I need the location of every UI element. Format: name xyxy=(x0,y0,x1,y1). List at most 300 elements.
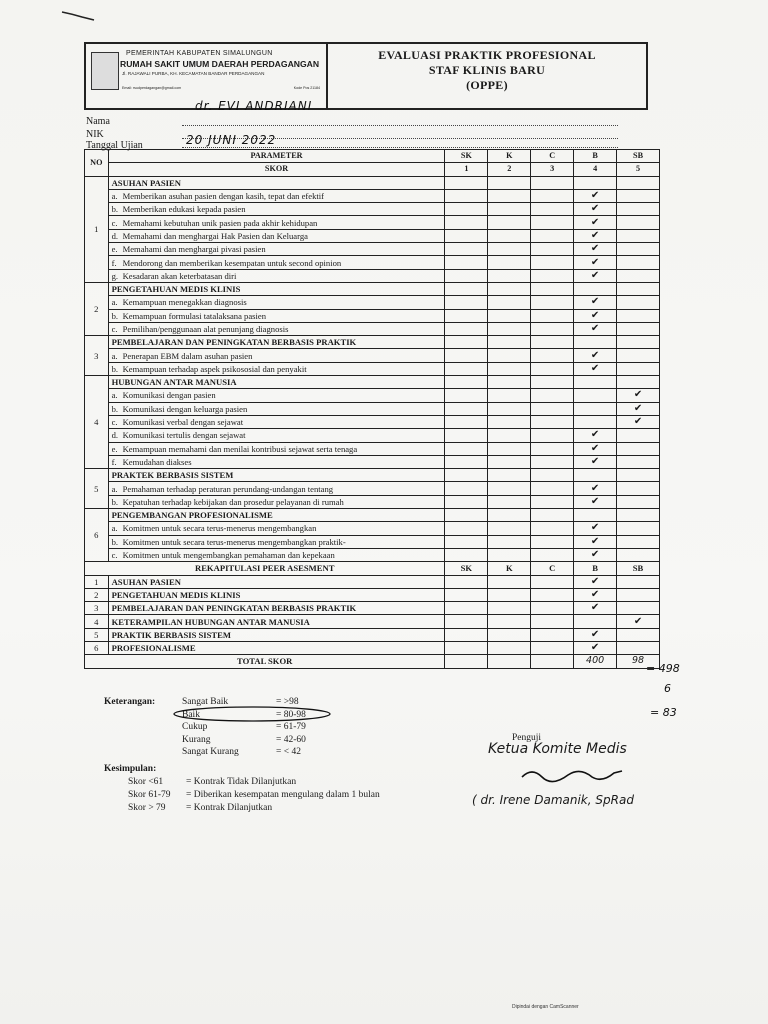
score-number: 2 xyxy=(488,163,531,176)
criteria-check-icon: ✔ xyxy=(574,349,617,362)
criteria-check-icon: ✔ xyxy=(617,389,660,402)
empty-cell xyxy=(531,469,574,482)
empty-cell xyxy=(488,296,531,309)
empty-cell xyxy=(488,309,531,322)
criteria-check-icon: ✔ xyxy=(574,189,617,202)
criteria-label: Komunikasi dengan keluarga pasien xyxy=(122,403,248,414)
empty-cell xyxy=(488,362,531,375)
section-row xyxy=(85,376,660,389)
criteria-check-icon: ✔ xyxy=(574,442,617,455)
criteria-letter: a. xyxy=(111,523,118,534)
criteria-label: Komitmen untuk secara terus-menerus mengembangkan praktik- xyxy=(122,536,346,547)
total-sb-value: 98 xyxy=(617,655,660,668)
section-no: 1 xyxy=(85,176,109,282)
empty-cell xyxy=(531,203,574,216)
empty-cell xyxy=(574,376,617,389)
empty-cell xyxy=(531,548,574,561)
empty-cell xyxy=(574,509,617,522)
empty-cell xyxy=(531,189,574,202)
empty-cell xyxy=(617,628,660,641)
empty-cell xyxy=(617,269,660,282)
rekap-no: 1 xyxy=(85,575,109,588)
empty-cell xyxy=(488,336,531,349)
section-title: PEMBELAJARAN DAN PENINGKATAN BERBASIS PRAKTIK xyxy=(108,336,445,349)
empty-cell xyxy=(445,602,488,615)
empty-cell xyxy=(531,429,574,442)
calc-sum: = 498 xyxy=(646,662,680,675)
empty-cell xyxy=(488,189,531,202)
section-no: 6 xyxy=(85,509,109,562)
criteria-letter: b. xyxy=(111,536,119,547)
criteria-row xyxy=(85,349,660,362)
section-no: 3 xyxy=(85,336,109,376)
empty-cell xyxy=(445,362,488,375)
keterangan-value: = 80-98 xyxy=(276,709,306,720)
rekap-score-header: C xyxy=(531,562,574,575)
empty-cell xyxy=(445,442,488,455)
scan-mark-icon xyxy=(60,4,100,22)
empty-cell xyxy=(488,256,531,269)
empty-cell xyxy=(445,389,488,402)
criteria-letter: f. xyxy=(111,456,117,467)
empty-cell xyxy=(445,641,488,654)
rekap-score-header: SB xyxy=(617,562,660,575)
rekap-no: 3 xyxy=(85,602,109,615)
criteria-row xyxy=(85,322,660,335)
criteria-letter: f. xyxy=(111,257,117,268)
section-no: 5 xyxy=(85,469,109,509)
criteria-label: Memahami dan menghargai pivasi pasien xyxy=(122,244,266,255)
criteria-text xyxy=(108,535,445,548)
empty-cell xyxy=(488,389,531,402)
empty-cell xyxy=(617,535,660,548)
empty-cell xyxy=(531,256,574,269)
criteria-label: Kemampuan memahami dan menilai kontribusi sejawat serta tenaga xyxy=(122,443,358,454)
empty-cell xyxy=(445,655,488,668)
empty-cell xyxy=(445,402,488,415)
criteria-label: Mendorong dan memberikan kesempatan untuk second opinion xyxy=(122,257,342,268)
empty-cell xyxy=(488,269,531,282)
criteria-text xyxy=(108,189,445,202)
criteria-text xyxy=(108,429,445,442)
empty-cell xyxy=(574,415,617,428)
empty-cell xyxy=(617,641,660,654)
keterangan-key: Baik xyxy=(182,709,200,720)
rekap-row xyxy=(85,588,660,601)
title-line-1: EVALUASI PRAKTIK PROFESIONAL xyxy=(378,48,596,62)
criteria-row xyxy=(85,389,660,402)
score-number: 4 xyxy=(574,163,617,176)
empty-cell xyxy=(488,429,531,442)
criteria-text xyxy=(108,362,445,375)
criteria-row xyxy=(85,429,660,442)
criteria-row xyxy=(85,229,660,242)
hospital-postal: Kode Pos 21184 xyxy=(293,86,320,90)
empty-cell xyxy=(445,309,488,322)
section-row xyxy=(85,176,660,189)
empty-cell xyxy=(488,243,531,256)
empty-cell xyxy=(531,282,574,295)
empty-cell xyxy=(488,655,531,668)
empty-cell xyxy=(574,336,617,349)
empty-cell xyxy=(617,482,660,495)
score-header: SK xyxy=(445,150,488,163)
tanggal-value: 20 JUNI 2022 xyxy=(186,133,277,147)
empty-cell xyxy=(617,376,660,389)
score-header: B xyxy=(574,150,617,163)
rekap-no: 4 xyxy=(85,615,109,628)
nama-line xyxy=(182,125,618,126)
criteria-label: Komitmen untuk mengembangkan pemahaman dan kepekaan xyxy=(122,550,335,561)
criteria-row xyxy=(85,189,660,202)
kesimpulan-value: = Kontrak Tidak Dilanjutkan xyxy=(186,777,297,787)
rekap-row xyxy=(85,641,660,654)
empty-cell xyxy=(488,588,531,601)
empty-cell xyxy=(488,509,531,522)
rekap-label: PENGETAHUAN MEDIS KLINIS xyxy=(108,588,445,601)
empty-cell xyxy=(445,189,488,202)
rekap-check-icon: ✔ xyxy=(617,615,660,628)
empty-cell xyxy=(617,322,660,335)
empty-cell xyxy=(445,216,488,229)
criteria-row xyxy=(85,296,660,309)
empty-cell xyxy=(617,336,660,349)
signature-mark xyxy=(518,763,628,791)
empty-cell xyxy=(445,229,488,242)
empty-cell xyxy=(445,349,488,362)
kesimpulan-label: Kesimpulan: xyxy=(104,764,157,774)
penguji-name: ( dr. Irene Damanik, SpRad xyxy=(472,793,634,807)
empty-cell xyxy=(445,588,488,601)
criteria-letter: c. xyxy=(111,550,118,561)
criteria-label: Pemahaman terhadap peraturan perundang-undangan tentang xyxy=(122,483,334,494)
criteria-row xyxy=(85,415,660,428)
criteria-label: Komunikasi verbal dengan sejawat xyxy=(122,417,244,428)
empty-cell xyxy=(445,455,488,468)
criteria-check-icon: ✔ xyxy=(574,216,617,229)
empty-cell xyxy=(445,282,488,295)
keterangan-label: Keterangan: xyxy=(104,697,156,707)
empty-cell xyxy=(445,495,488,508)
empty-cell xyxy=(531,495,574,508)
rekap-no: 6 xyxy=(85,641,109,654)
criteria-label: Kemampuan formulasi tatalaksana pasien xyxy=(122,310,267,321)
criteria-letter: c. xyxy=(111,324,118,334)
empty-cell xyxy=(531,509,574,522)
scanner-footer: Dipindai dengan CamScanner xyxy=(512,1004,579,1010)
empty-cell xyxy=(574,282,617,295)
empty-cell xyxy=(445,522,488,535)
document-title xyxy=(328,44,646,108)
no-header: NO xyxy=(85,150,109,177)
empty-cell xyxy=(488,322,531,335)
section-row xyxy=(85,469,660,482)
score-number: 3 xyxy=(531,163,574,176)
criteria-row xyxy=(85,482,660,495)
empty-cell xyxy=(445,575,488,588)
empty-cell xyxy=(531,349,574,362)
penguji-block xyxy=(468,733,688,833)
tanggal-line xyxy=(182,147,618,148)
empty-cell xyxy=(488,495,531,508)
criteria-letter: b. xyxy=(111,363,119,374)
criteria-text xyxy=(108,402,445,415)
empty-cell xyxy=(531,522,574,535)
criteria-check-icon: ✔ xyxy=(574,203,617,216)
keterangan-value: = < 42 xyxy=(276,747,301,757)
calc-divisor: 6 xyxy=(664,682,671,695)
criteria-text xyxy=(108,495,445,508)
criteria-row xyxy=(85,256,660,269)
empty-cell xyxy=(531,615,574,628)
criteria-label: Memahami dan menghargai Hak Pasien dan Keluarga xyxy=(122,230,308,241)
empty-cell xyxy=(617,522,660,535)
rekap-no: 5 xyxy=(85,628,109,641)
criteria-letter: a. xyxy=(111,350,118,361)
keterangan-value: = >98 xyxy=(276,697,299,707)
empty-cell xyxy=(531,269,574,282)
empty-cell xyxy=(617,429,660,442)
rekap-check-icon: ✔ xyxy=(574,588,617,601)
criteria-letter: a. xyxy=(111,297,118,308)
empty-cell xyxy=(531,535,574,548)
empty-cell xyxy=(488,203,531,216)
criteria-check-icon: ✔ xyxy=(574,522,617,535)
criteria-label: Kepatuhan terhadap kebijakan dan prosedur pelayanan di rumah xyxy=(122,496,344,507)
criteria-label: Memberikan asuhan pasien dengan kasih, tepat dan efektif xyxy=(122,191,324,202)
criteria-row xyxy=(85,269,660,282)
empty-cell xyxy=(531,628,574,641)
empty-cell xyxy=(488,615,531,628)
criteria-letter: e. xyxy=(111,443,118,454)
criteria-label: Komitmen untuk secara terus-menerus mengembangkan xyxy=(122,523,317,534)
section-row xyxy=(85,282,660,295)
criteria-text xyxy=(108,243,445,256)
rekap-check-icon: ✔ xyxy=(574,575,617,588)
empty-cell xyxy=(445,429,488,442)
empty-cell xyxy=(617,309,660,322)
hospital-logo-icon xyxy=(91,52,119,90)
empty-cell xyxy=(531,362,574,375)
baik-circle-mark xyxy=(172,705,332,723)
total-label: TOTAL SKOR xyxy=(85,655,445,668)
section-title: PENGETAHUAN MEDIS KLINIS xyxy=(108,282,445,295)
criteria-check-icon: ✔ xyxy=(574,535,617,548)
empty-cell xyxy=(445,482,488,495)
empty-cell xyxy=(574,389,617,402)
empty-cell xyxy=(488,522,531,535)
criteria-check-icon: ✔ xyxy=(574,296,617,309)
criteria-row xyxy=(85,455,660,468)
rekap-label: PEMBELAJARAN DAN PENINGKATAN BERBASIS PRAKTIK xyxy=(108,602,445,615)
criteria-check-icon: ✔ xyxy=(574,455,617,468)
criteria-letter: d. xyxy=(111,230,119,241)
penguji-label: Penguji xyxy=(512,733,542,743)
criteria-label: Komunikasi tertulis dengan sejawat xyxy=(122,430,246,441)
parameter-header: PARAMETER xyxy=(108,150,445,163)
empty-cell xyxy=(617,296,660,309)
criteria-check-icon: ✔ xyxy=(574,482,617,495)
empty-cell xyxy=(445,176,488,189)
section-title: HUBUNGAN ANTAR MANUSIA xyxy=(108,376,445,389)
empty-cell xyxy=(617,176,660,189)
rekap-row xyxy=(85,628,660,641)
tanggal-label: Tanggal Ujian xyxy=(86,140,143,151)
empty-cell xyxy=(531,588,574,601)
hospital-name: RUMAH SAKIT UMUM DAERAH PERDAGANGAN xyxy=(120,59,320,69)
rekap-label: PROFESIONALISME xyxy=(108,641,445,654)
empty-cell xyxy=(488,216,531,229)
empty-cell xyxy=(488,641,531,654)
criteria-row xyxy=(85,243,660,256)
empty-cell xyxy=(445,535,488,548)
criteria-text xyxy=(108,349,445,362)
hospital-address: Jl. RAJAWALI PURBA, KH. KECAMATAN BANDAR PERDAGANGAN xyxy=(122,71,265,76)
empty-cell xyxy=(488,376,531,389)
empty-cell xyxy=(531,602,574,615)
rekap-label: KETERAMPILAN HUBUNGAN ANTAR MANUSIA xyxy=(108,615,445,628)
kesimpulan-key: Skor > 79 xyxy=(128,803,166,813)
criteria-label: Pemilihan/penggunaan alat penunjang diagnosis xyxy=(122,324,289,334)
criteria-label: Komunikasi dengan pasien xyxy=(122,390,216,401)
criteria-letter: b. xyxy=(111,204,119,215)
rekap-header: REKAPITULASI PEER ASESMENT xyxy=(85,562,445,575)
criteria-row xyxy=(85,522,660,535)
document-header xyxy=(84,42,648,110)
rekap-label: ASUHAN PASIEN xyxy=(108,575,445,588)
empty-cell xyxy=(617,548,660,561)
empty-cell xyxy=(445,203,488,216)
empty-cell xyxy=(488,535,531,548)
empty-cell xyxy=(488,402,531,415)
criteria-check-icon: ✔ xyxy=(617,415,660,428)
empty-cell xyxy=(574,176,617,189)
criteria-row xyxy=(85,495,660,508)
total-row xyxy=(85,655,660,668)
empty-cell xyxy=(531,415,574,428)
gov-name: PEMERINTAH KABUPATEN SIMALUNGUN xyxy=(126,50,273,57)
criteria-letter: b. xyxy=(111,403,119,414)
empty-cell xyxy=(488,282,531,295)
rekap-header-row xyxy=(85,562,660,575)
criteria-row xyxy=(85,402,660,415)
kesimpulan-value: = Kontrak Dilanjutkan xyxy=(186,803,273,813)
empty-cell xyxy=(488,548,531,561)
empty-cell xyxy=(617,509,660,522)
criteria-label: Penerapan EBM dalam asuhan pasien xyxy=(122,350,253,361)
rekap-check-icon: ✔ xyxy=(574,628,617,641)
criteria-letter: a. xyxy=(111,191,118,202)
empty-cell xyxy=(445,469,488,482)
section-title: PENGEMBANGAN PROFESIONALISME xyxy=(108,509,445,522)
criteria-check-icon: ✔ xyxy=(617,402,660,415)
empty-cell xyxy=(617,575,660,588)
empty-cell xyxy=(531,482,574,495)
empty-cell xyxy=(488,455,531,468)
empty-cell xyxy=(531,389,574,402)
empty-cell xyxy=(488,415,531,428)
criteria-letter: c. xyxy=(111,417,118,428)
empty-cell xyxy=(617,229,660,242)
criteria-label: Kemudahan diakses xyxy=(122,456,192,467)
kesimpulan-key: Skor <61 xyxy=(128,777,164,787)
empty-cell xyxy=(445,376,488,389)
title-line-3: (OPPE) xyxy=(466,78,508,92)
empty-cell xyxy=(617,256,660,269)
criteria-text xyxy=(108,548,445,561)
criteria-letter: e. xyxy=(111,244,118,255)
section-row xyxy=(85,336,660,349)
rekap-no: 2 xyxy=(85,588,109,601)
empty-cell xyxy=(531,376,574,389)
criteria-check-icon: ✔ xyxy=(574,229,617,242)
keterangan-value: = 61-79 xyxy=(276,722,306,732)
empty-cell xyxy=(445,336,488,349)
empty-cell xyxy=(488,575,531,588)
criteria-label: Memahami kebutuhan unik pasien pada akhir kehidupan xyxy=(122,217,318,228)
empty-cell xyxy=(488,229,531,242)
criteria-check-icon: ✔ xyxy=(574,269,617,282)
criteria-text xyxy=(108,203,445,216)
criteria-letter: b. xyxy=(111,310,119,321)
criteria-letter: a. xyxy=(111,483,118,494)
empty-cell xyxy=(488,176,531,189)
score-number: 1 xyxy=(445,163,488,176)
criteria-text xyxy=(108,256,445,269)
empty-cell xyxy=(617,469,660,482)
nama-label: Nama xyxy=(86,116,110,127)
empty-cell xyxy=(617,602,660,615)
criteria-text xyxy=(108,389,445,402)
title-line-2: STAF KLINIS BARU xyxy=(428,63,546,77)
empty-cell xyxy=(531,336,574,349)
criteria-text xyxy=(108,296,445,309)
criteria-text xyxy=(108,442,445,455)
criteria-text xyxy=(108,482,445,495)
empty-cell xyxy=(574,402,617,415)
criteria-text xyxy=(108,309,445,322)
empty-cell xyxy=(617,282,660,295)
criteria-check-icon: ✔ xyxy=(574,362,617,375)
score-header: SB xyxy=(617,150,660,163)
rekap-check-icon: ✔ xyxy=(574,641,617,654)
empty-cell xyxy=(488,469,531,482)
hospital-email: Email: rsudperdagangan@gmail.com xyxy=(122,86,182,90)
criteria-text xyxy=(108,415,445,428)
empty-cell xyxy=(531,402,574,415)
empty-cell xyxy=(574,469,617,482)
empty-cell xyxy=(531,442,574,455)
empty-cell xyxy=(617,442,660,455)
criteria-label: Kemampuan menegakkan diagnosis xyxy=(122,297,247,308)
empty-cell xyxy=(531,455,574,468)
criteria-row xyxy=(85,216,660,229)
empty-cell xyxy=(531,296,574,309)
empty-cell xyxy=(617,216,660,229)
criteria-text xyxy=(108,229,445,242)
criteria-check-icon: ✔ xyxy=(574,243,617,256)
criteria-row xyxy=(85,442,660,455)
criteria-text xyxy=(108,322,445,335)
empty-cell xyxy=(445,615,488,628)
empty-cell xyxy=(488,349,531,362)
rekap-score-header: SK xyxy=(445,562,488,575)
criteria-text xyxy=(108,216,445,229)
empty-cell xyxy=(531,216,574,229)
empty-cell xyxy=(445,256,488,269)
skor-header: SKOR xyxy=(108,163,445,176)
empty-cell xyxy=(488,628,531,641)
